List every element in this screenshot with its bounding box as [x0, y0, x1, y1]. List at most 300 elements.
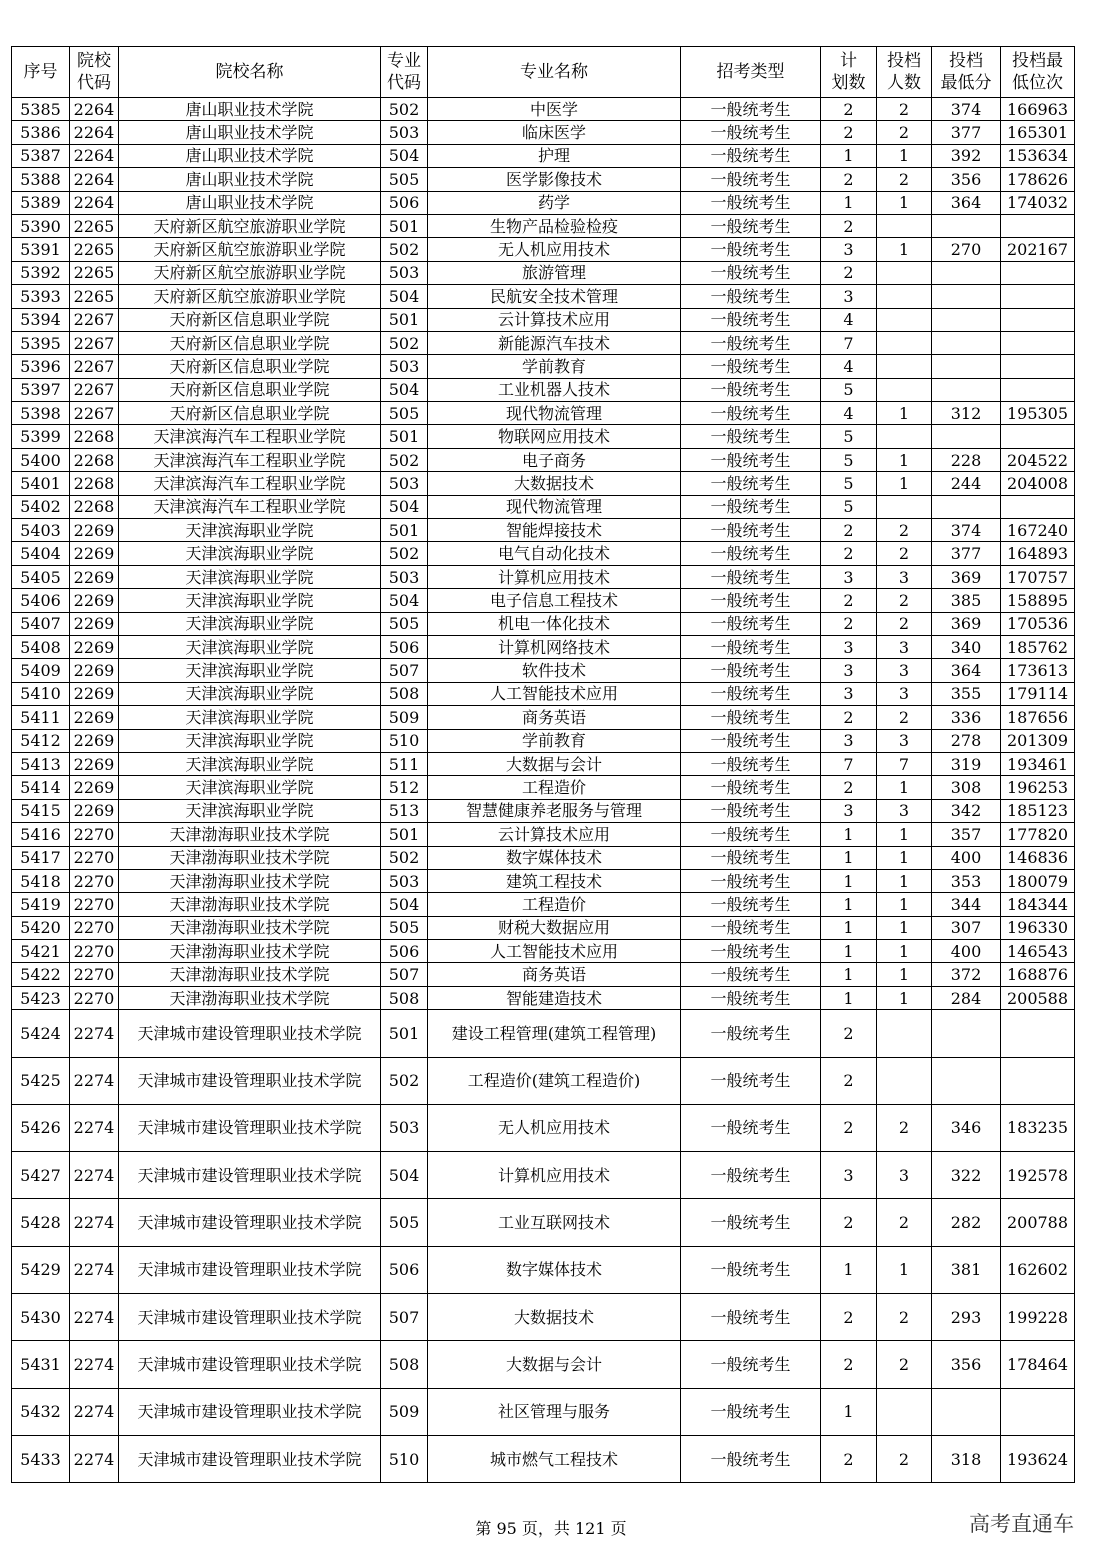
cell-major-code: 501 [381, 425, 428, 448]
cell-seq: 5426 [12, 1104, 70, 1151]
cell-min-score: 369 [932, 612, 1001, 635]
table-row [12, 495, 1075, 518]
cell-school-name: 唐山职业技术学院 [119, 191, 381, 214]
cell-exam-type: 一般统考生 [681, 519, 821, 542]
cell-exam-type: 一般统考生 [681, 1152, 821, 1199]
header-school-name: 院校名称 [119, 47, 381, 98]
cell-filed-count: 2 [877, 612, 932, 635]
cell-major-name: 电子商务 [428, 448, 681, 471]
cell-school-code: 2269 [70, 542, 119, 565]
cell-exam-type: 一般统考生 [681, 378, 821, 401]
cell-plan-count: 3 [821, 799, 877, 822]
cell-school-name: 天津城市建设管理职业技术学院 [119, 1010, 381, 1057]
table-row [12, 1199, 1075, 1246]
cell-school-name: 天府新区航空旅游职业学院 [119, 214, 381, 237]
cell-plan-count: 2 [821, 776, 877, 799]
cell-major-name: 工程造价(建筑工程造价) [428, 1057, 681, 1104]
header-filed-count: 投档 人数 [877, 47, 932, 98]
cell-major-name: 计算机网络技术 [428, 635, 681, 658]
cell-plan-count: 1 [821, 846, 877, 869]
cell-major-code: 508 [381, 682, 428, 705]
cell-filed-count: 3 [877, 565, 932, 588]
cell-min-rank: 183235 [1001, 1104, 1075, 1151]
cell-seq: 5433 [12, 1435, 70, 1482]
cell-seq: 5410 [12, 682, 70, 705]
cell-filed-count: 2 [877, 168, 932, 191]
cell-filed-count: 1 [877, 916, 932, 939]
cell-plan-count: 2 [821, 1057, 877, 1104]
cell-school-name: 唐山职业技术学院 [119, 144, 381, 167]
cell-seq: 5411 [12, 706, 70, 729]
cell-school-code: 2274 [70, 1057, 119, 1104]
table-row [12, 1057, 1075, 1104]
cell-min-score: 282 [932, 1199, 1001, 1246]
cell-school-code: 2264 [70, 191, 119, 214]
cell-plan-count: 4 [821, 355, 877, 378]
cell-seq: 5397 [12, 378, 70, 401]
cell-seq: 5412 [12, 729, 70, 752]
cell-exam-type: 一般统考生 [681, 940, 821, 963]
cell-seq: 5400 [12, 448, 70, 471]
cell-major-code: 503 [381, 869, 428, 892]
cell-school-code: 2265 [70, 285, 119, 308]
cell-min-score [932, 378, 1001, 401]
table-row [12, 98, 1075, 121]
cell-plan-count: 2 [821, 589, 877, 612]
cell-exam-type: 一般统考生 [681, 1388, 821, 1435]
cell-school-code: 2265 [70, 238, 119, 261]
cell-exam-type: 一般统考生 [681, 238, 821, 261]
cell-min-rank: 177820 [1001, 823, 1075, 846]
cell-school-code: 2270 [70, 846, 119, 869]
cell-school-code: 2267 [70, 331, 119, 354]
cell-exam-type: 一般统考生 [681, 121, 821, 144]
cell-school-code: 2269 [70, 659, 119, 682]
cell-min-rank: 200788 [1001, 1199, 1075, 1246]
cell-major-name: 临床医学 [428, 121, 681, 144]
cell-school-code: 2270 [70, 963, 119, 986]
table-row [12, 940, 1075, 963]
cell-plan-count: 3 [821, 565, 877, 588]
cell-school-name: 天津滨海汽车工程职业学院 [119, 472, 381, 495]
cell-major-code: 506 [381, 635, 428, 658]
cell-exam-type: 一般统考生 [681, 191, 821, 214]
cell-school-name: 天津滨海职业学院 [119, 682, 381, 705]
cell-plan-count: 2 [821, 1104, 877, 1151]
cell-school-name: 天府新区信息职业学院 [119, 355, 381, 378]
cell-major-code: 504 [381, 589, 428, 612]
cell-exam-type: 一般统考生 [681, 331, 821, 354]
cell-min-rank: 179114 [1001, 682, 1075, 705]
cell-filed-count [877, 425, 932, 448]
table-row [12, 1010, 1075, 1057]
cell-exam-type: 一般统考生 [681, 776, 821, 799]
cell-filed-count: 1 [877, 776, 932, 799]
cell-seq: 5388 [12, 168, 70, 191]
cell-filed-count: 3 [877, 799, 932, 822]
cell-min-score [932, 425, 1001, 448]
cell-school-code: 2268 [70, 495, 119, 518]
cell-major-name: 人工智能技术应用 [428, 940, 681, 963]
cell-exam-type: 一般统考生 [681, 495, 821, 518]
cell-min-score: 372 [932, 963, 1001, 986]
cell-school-name: 天津城市建设管理职业技术学院 [119, 1246, 381, 1293]
cell-min-score: 340 [932, 635, 1001, 658]
cell-exam-type: 一般统考生 [681, 355, 821, 378]
cell-exam-type: 一般统考生 [681, 916, 821, 939]
header-major-code: 专业 代码 [381, 47, 428, 98]
cell-exam-type: 一般统考生 [681, 1104, 821, 1151]
cell-school-code: 2270 [70, 940, 119, 963]
cell-min-score [932, 261, 1001, 284]
cell-filed-count: 2 [877, 706, 932, 729]
cell-min-score: 364 [932, 191, 1001, 214]
cell-min-score: 336 [932, 706, 1001, 729]
cell-exam-type: 一般统考生 [681, 425, 821, 448]
cell-exam-type: 一般统考生 [681, 168, 821, 191]
cell-school-code: 2274 [70, 1341, 119, 1388]
cell-school-name: 天府新区信息职业学院 [119, 378, 381, 401]
cell-school-code: 2269 [70, 799, 119, 822]
cell-min-rank [1001, 261, 1075, 284]
cell-min-score: 357 [932, 823, 1001, 846]
cell-exam-type: 一般统考生 [681, 706, 821, 729]
cell-min-rank: 170536 [1001, 612, 1075, 635]
cell-plan-count: 3 [821, 682, 877, 705]
table-row [12, 425, 1075, 448]
cell-filed-count: 1 [877, 869, 932, 892]
cell-min-score: 377 [932, 542, 1001, 565]
cell-min-rank: 162602 [1001, 1246, 1075, 1293]
cell-exam-type: 一般统考生 [681, 589, 821, 612]
cell-major-code: 504 [381, 495, 428, 518]
cell-min-score: 307 [932, 916, 1001, 939]
cell-exam-type: 一般统考生 [681, 1341, 821, 1388]
cell-major-name: 建设工程管理(建筑工程管理) [428, 1010, 681, 1057]
table-row [12, 542, 1075, 565]
cell-min-rank [1001, 495, 1075, 518]
cell-major-code: 503 [381, 565, 428, 588]
cell-exam-type: 一般统考生 [681, 729, 821, 752]
cell-min-score [932, 214, 1001, 237]
cell-school-name: 天津滨海职业学院 [119, 612, 381, 635]
cell-major-code: 505 [381, 916, 428, 939]
table-row [12, 331, 1075, 354]
cell-school-code: 2269 [70, 589, 119, 612]
cell-seq: 5418 [12, 869, 70, 892]
cell-min-rank: 192578 [1001, 1152, 1075, 1199]
table-row [12, 589, 1075, 612]
cell-min-score: 385 [932, 589, 1001, 612]
cell-school-name: 天府新区信息职业学院 [119, 308, 381, 331]
cell-seq: 5417 [12, 846, 70, 869]
cell-plan-count: 2 [821, 121, 877, 144]
cell-exam-type: 一般统考生 [681, 1010, 821, 1057]
admission-table [11, 46, 1075, 1483]
cell-min-rank: 178626 [1001, 168, 1075, 191]
cell-major-name: 学前教育 [428, 355, 681, 378]
cell-exam-type: 一般统考生 [681, 752, 821, 775]
cell-major-code: 505 [381, 402, 428, 425]
cell-min-score: 400 [932, 940, 1001, 963]
cell-seq: 5428 [12, 1199, 70, 1246]
cell-min-score: 322 [932, 1152, 1001, 1199]
cell-school-name: 唐山职业技术学院 [119, 98, 381, 121]
cell-major-name: 工程造价 [428, 893, 681, 916]
cell-major-name: 学前教育 [428, 729, 681, 752]
cell-major-name: 民航安全技术管理 [428, 285, 681, 308]
cell-plan-count: 5 [821, 472, 877, 495]
cell-school-name: 唐山职业技术学院 [119, 168, 381, 191]
cell-seq: 5420 [12, 916, 70, 939]
cell-major-code: 502 [381, 448, 428, 471]
cell-school-code: 2274 [70, 1199, 119, 1246]
cell-school-name: 天津滨海职业学院 [119, 776, 381, 799]
table-row [12, 519, 1075, 542]
table-row [12, 706, 1075, 729]
cell-seq: 5423 [12, 986, 70, 1009]
cell-exam-type: 一般统考生 [681, 1246, 821, 1293]
cell-school-name: 天津滨海职业学院 [119, 542, 381, 565]
cell-filed-count: 2 [877, 98, 932, 121]
cell-major-name: 计算机应用技术 [428, 1152, 681, 1199]
cell-school-code: 2270 [70, 893, 119, 916]
cell-major-code: 504 [381, 378, 428, 401]
cell-exam-type: 一般统考生 [681, 612, 821, 635]
cell-school-name: 天津城市建设管理职业技术学院 [119, 1104, 381, 1151]
cell-major-code: 504 [381, 144, 428, 167]
cell-min-score: 244 [932, 472, 1001, 495]
cell-min-score: 392 [932, 144, 1001, 167]
cell-filed-count: 2 [877, 1435, 932, 1482]
cell-major-code: 504 [381, 285, 428, 308]
cell-filed-count: 1 [877, 823, 932, 846]
cell-filed-count [877, 355, 932, 378]
cell-school-name: 天津滨海职业学院 [119, 565, 381, 588]
cell-major-code: 509 [381, 706, 428, 729]
table-row [12, 682, 1075, 705]
cell-min-rank: 204522 [1001, 448, 1075, 471]
cell-school-code: 2270 [70, 916, 119, 939]
cell-exam-type: 一般统考生 [681, 635, 821, 658]
cell-major-name: 机电一体化技术 [428, 612, 681, 635]
cell-filed-count: 2 [877, 542, 932, 565]
cell-school-name: 天津滨海职业学院 [119, 706, 381, 729]
cell-min-rank: 199228 [1001, 1294, 1075, 1341]
table-row [12, 729, 1075, 752]
cell-min-rank: 165301 [1001, 121, 1075, 144]
cell-plan-count: 1 [821, 144, 877, 167]
cell-seq: 5408 [12, 635, 70, 658]
cell-major-code: 508 [381, 986, 428, 1009]
table-row [12, 1435, 1075, 1482]
cell-major-code: 502 [381, 98, 428, 121]
cell-major-name: 计算机应用技术 [428, 565, 681, 588]
cell-min-rank: 164893 [1001, 542, 1075, 565]
cell-min-score: 344 [932, 893, 1001, 916]
table-body [12, 98, 1075, 1483]
cell-major-code: 507 [381, 659, 428, 682]
cell-seq: 5385 [12, 98, 70, 121]
cell-min-score: 278 [932, 729, 1001, 752]
cell-filed-count: 3 [877, 729, 932, 752]
cell-major-code: 503 [381, 472, 428, 495]
cell-plan-count: 1 [821, 893, 877, 916]
table-row [12, 846, 1075, 869]
table-row [12, 285, 1075, 308]
cell-seq: 5427 [12, 1152, 70, 1199]
cell-seq: 5405 [12, 565, 70, 588]
cell-filed-count: 3 [877, 1152, 932, 1199]
cell-seq: 5403 [12, 519, 70, 542]
cell-plan-count: 1 [821, 823, 877, 846]
cell-major-code: 502 [381, 331, 428, 354]
cell-school-name: 天津渤海职业技术学院 [119, 823, 381, 846]
cell-school-name: 天津滨海职业学院 [119, 752, 381, 775]
cell-exam-type: 一般统考生 [681, 1057, 821, 1104]
cell-exam-type: 一般统考生 [681, 144, 821, 167]
cell-seq: 5402 [12, 495, 70, 518]
cell-min-rank: 153634 [1001, 144, 1075, 167]
cell-school-code: 2269 [70, 729, 119, 752]
cell-min-rank [1001, 331, 1075, 354]
cell-seq: 5430 [12, 1294, 70, 1341]
cell-major-name: 数字媒体技术 [428, 1246, 681, 1293]
cell-school-name: 天津滨海职业学院 [119, 659, 381, 682]
cell-min-score [932, 1057, 1001, 1104]
cell-plan-count: 2 [821, 1435, 877, 1482]
cell-min-rank [1001, 285, 1075, 308]
cell-school-code: 2274 [70, 1246, 119, 1293]
cell-school-name: 天津城市建设管理职业技术学院 [119, 1057, 381, 1104]
cell-min-score [932, 495, 1001, 518]
cell-major-code: 512 [381, 776, 428, 799]
cell-min-score [932, 1388, 1001, 1435]
cell-school-code: 2265 [70, 214, 119, 237]
cell-school-code: 2267 [70, 355, 119, 378]
table-row [12, 659, 1075, 682]
cell-min-rank: 193624 [1001, 1435, 1075, 1482]
cell-exam-type: 一般统考生 [681, 565, 821, 588]
cell-major-name: 现代物流管理 [428, 495, 681, 518]
cell-major-name: 云计算技术应用 [428, 823, 681, 846]
cell-school-name: 天津滨海职业学院 [119, 589, 381, 612]
cell-plan-count: 5 [821, 448, 877, 471]
cell-plan-count: 1 [821, 986, 877, 1009]
cell-school-name: 天津滨海职业学院 [119, 519, 381, 542]
cell-school-code: 2269 [70, 612, 119, 635]
cell-min-score: 308 [932, 776, 1001, 799]
cell-major-code: 507 [381, 963, 428, 986]
cell-school-name: 天津渤海职业技术学院 [119, 963, 381, 986]
cell-min-rank: 187656 [1001, 706, 1075, 729]
cell-seq: 5389 [12, 191, 70, 214]
cell-min-score: 353 [932, 869, 1001, 892]
cell-school-code: 2270 [70, 986, 119, 1009]
cell-exam-type: 一般统考生 [681, 893, 821, 916]
cell-filed-count: 1 [877, 238, 932, 261]
cell-school-name: 天津渤海职业技术学院 [119, 940, 381, 963]
cell-school-code: 2269 [70, 752, 119, 775]
cell-major-name: 医学影像技术 [428, 168, 681, 191]
cell-exam-type: 一般统考生 [681, 472, 821, 495]
cell-plan-count: 2 [821, 1199, 877, 1246]
header-plan-count: 计 划数 [821, 47, 877, 98]
cell-min-rank [1001, 1010, 1075, 1057]
cell-school-name: 天津城市建设管理职业技术学院 [119, 1388, 381, 1435]
table-row [12, 402, 1075, 425]
cell-major-name: 中医学 [428, 98, 681, 121]
cell-min-score: 369 [932, 565, 1001, 588]
cell-filed-count: 2 [877, 1341, 932, 1388]
cell-seq: 5396 [12, 355, 70, 378]
cell-exam-type: 一般统考生 [681, 799, 821, 822]
cell-school-code: 2265 [70, 261, 119, 284]
cell-filed-count: 1 [877, 448, 932, 471]
cell-filed-count: 1 [877, 986, 932, 1009]
cell-seq: 5407 [12, 612, 70, 635]
cell-exam-type: 一般统考生 [681, 1294, 821, 1341]
cell-plan-count: 3 [821, 635, 877, 658]
cell-exam-type: 一般统考生 [681, 659, 821, 682]
cell-major-code: 511 [381, 752, 428, 775]
cell-major-name: 旅游管理 [428, 261, 681, 284]
cell-plan-count: 1 [821, 1246, 877, 1293]
cell-school-name: 天津城市建设管理职业技术学院 [119, 1294, 381, 1341]
cell-major-code: 503 [381, 121, 428, 144]
source-watermark: 高考直通车 [969, 1512, 1074, 1536]
cell-major-name: 大数据与会计 [428, 1341, 681, 1388]
cell-min-rank [1001, 1388, 1075, 1435]
cell-major-name: 城市燃气工程技术 [428, 1435, 681, 1482]
cell-plan-count: 3 [821, 238, 877, 261]
table-row [12, 752, 1075, 775]
table-row [12, 1104, 1075, 1151]
cell-seq: 5399 [12, 425, 70, 448]
cell-filed-count: 1 [877, 940, 932, 963]
cell-plan-count: 4 [821, 308, 877, 331]
cell-school-code: 2268 [70, 425, 119, 448]
cell-exam-type: 一般统考生 [681, 308, 821, 331]
cell-major-code: 506 [381, 940, 428, 963]
cell-major-name: 工程造价 [428, 776, 681, 799]
cell-filed-count [877, 261, 932, 284]
cell-filed-count: 2 [877, 1294, 932, 1341]
table-row [12, 1152, 1075, 1199]
cell-school-name: 天津滨海汽车工程职业学院 [119, 448, 381, 471]
cell-filed-count: 1 [877, 472, 932, 495]
cell-min-score: 293 [932, 1294, 1001, 1341]
cell-filed-count [877, 285, 932, 308]
cell-filed-count: 1 [877, 402, 932, 425]
cell-min-score: 319 [932, 752, 1001, 775]
cell-school-code: 2270 [70, 823, 119, 846]
cell-school-name: 天府新区航空旅游职业学院 [119, 238, 381, 261]
cell-exam-type: 一般统考生 [681, 963, 821, 986]
cell-major-code: 503 [381, 355, 428, 378]
cell-school-name: 天津渤海职业技术学院 [119, 893, 381, 916]
cell-major-name: 云计算技术应用 [428, 308, 681, 331]
cell-min-rank: 204008 [1001, 472, 1075, 495]
cell-school-name: 天津滨海职业学院 [119, 799, 381, 822]
cell-min-rank: 200588 [1001, 986, 1075, 1009]
cell-min-rank: 201309 [1001, 729, 1075, 752]
cell-plan-count: 1 [821, 963, 877, 986]
page-number: 第 95 页，共 121 页 [475, 1519, 627, 1538]
cell-min-score: 381 [932, 1246, 1001, 1293]
cell-filed-count [877, 1057, 932, 1104]
cell-school-code: 2268 [70, 472, 119, 495]
